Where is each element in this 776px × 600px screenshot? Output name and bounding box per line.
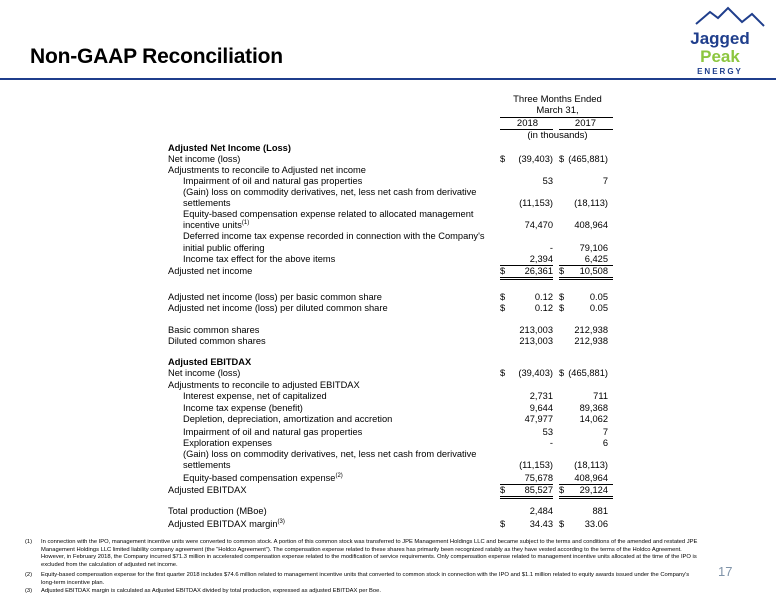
row-label: settlements: [183, 460, 231, 470]
footnote-ref: (2): [335, 473, 343, 479]
units-label: (in thousands): [527, 130, 588, 141]
value-2018: (39,403): [518, 368, 553, 378]
table-row: [0, 325, 776, 336]
dollar-sign-2017: $: [559, 368, 565, 378]
value-2018: 2,394: [529, 254, 553, 264]
period-header-line1: Three Months Ended: [513, 94, 602, 105]
table-row: [0, 143, 776, 154]
dollar-sign-2017: $: [559, 303, 565, 313]
dollar-sign-2018: $: [500, 368, 506, 378]
value-2017: 0.05: [589, 303, 608, 313]
value-2018: -: [549, 438, 553, 448]
row-label: Income tax effect for the above items: [183, 254, 336, 264]
dollar-sign-2018: $: [500, 303, 506, 313]
logo-line3: ENERGY: [697, 67, 743, 76]
total-double-rule: [500, 279, 553, 280]
row-label: Impairment of oil and natural gas properties: [183, 427, 363, 437]
table-row: [0, 266, 776, 277]
value-2017: 212,938: [574, 336, 608, 346]
value-2018: 75,678: [524, 473, 553, 483]
table-row: [0, 209, 776, 220]
page-title: Non-GAAP Reconciliation: [30, 45, 283, 68]
value-2018: -: [549, 243, 553, 253]
table-row: [0, 176, 776, 187]
table-row: [0, 427, 776, 438]
row-label: Adjusted Net Income (Loss): [168, 143, 291, 153]
row-label: Exploration expenses: [183, 438, 272, 448]
value-2018: 0.12: [534, 303, 553, 313]
value-2017: 89,368: [579, 403, 608, 413]
row-label: Adjusted EBITDAX: [168, 357, 252, 367]
value-2018: 213,003: [519, 336, 553, 346]
row-label: initial public offering: [183, 243, 265, 253]
footnote-number: (2): [25, 572, 33, 578]
dollar-sign-2017: $: [559, 154, 565, 164]
total-double-rule: [559, 496, 613, 497]
dollar-sign-2017: $: [559, 519, 565, 529]
value-2018: 47,977: [524, 414, 553, 424]
footnote-text: Equity-based compensation expense for the first quarter 2018 includes $74.6 million related to management incentive units that converted to common stock in connection with the IPO and $1.1 million related to equity awards issued under the Company's long-term incentive plan.: [41, 572, 690, 586]
table-row: [0, 460, 776, 471]
table-row: [0, 220, 776, 231]
value-2017: 212,938: [574, 325, 608, 335]
value-2017: (465,881): [568, 154, 608, 164]
value-2018: 85,527: [524, 485, 553, 495]
value-2017: 14,062: [579, 414, 608, 424]
table-row: [0, 506, 776, 517]
value-2017: 408,964: [574, 220, 608, 230]
table-row: [0, 368, 776, 379]
table-row: [0, 380, 776, 391]
table-row: [0, 198, 776, 209]
total-double-rule: [559, 277, 613, 278]
total-double-rule: [559, 279, 613, 280]
value-2017: (18,113): [574, 198, 608, 208]
value-2018: 34.43: [529, 519, 553, 529]
footnote-number: (1): [25, 539, 33, 545]
row-label: (Gain) loss on commodity derivatives, net, less net cash from derivative: [183, 449, 477, 459]
row-label: Diluted common shares: [168, 336, 266, 346]
title-divider: [0, 78, 776, 80]
value-2018: 26,361: [524, 266, 553, 276]
value-2017: 79,106: [579, 243, 608, 253]
value-2018: 213,003: [519, 325, 553, 335]
row-label: Adjustments to reconcile to Adjusted net income: [168, 165, 366, 175]
value-2017: 711: [593, 391, 608, 401]
col-2017-header: 2017: [574, 118, 597, 129]
jagged-peak-logo: [668, 4, 768, 76]
col-2018-header: 2018: [516, 118, 539, 129]
table-row: [0, 254, 776, 265]
value-2018: 53: [542, 176, 553, 186]
row-label: Interest expense, net of capitalized: [183, 391, 327, 401]
table-row: [0, 243, 776, 254]
row-label: Total production (MBoe): [168, 506, 267, 516]
row-label: Net income (loss): [168, 368, 241, 378]
table-row: [0, 391, 776, 402]
table-row: [0, 473, 776, 484]
dollar-sign-2018: $: [500, 266, 506, 276]
value-2017: 881: [592, 506, 608, 516]
value-2017: 29,124: [579, 485, 608, 495]
row-label: Basic common shares: [168, 325, 260, 335]
table-row: [0, 165, 776, 176]
table-row: [0, 231, 776, 242]
table-row: [0, 154, 776, 165]
row-label: Adjusted net income (loss) per basic common share: [168, 292, 382, 302]
row-label: Depletion, depreciation, amortization and accretion: [183, 414, 393, 424]
table-row: [0, 403, 776, 414]
table-row: [0, 438, 776, 449]
row-label: settlements: [183, 198, 231, 208]
footnote-ref: (1): [241, 220, 250, 226]
page-number: 17: [718, 564, 733, 579]
table-row: [0, 303, 776, 314]
table-row: [0, 414, 776, 425]
value-2017: (18,113): [574, 460, 608, 470]
table-row: [0, 485, 776, 496]
dollar-sign-2017: $: [559, 292, 565, 302]
row-label: Income tax expense (benefit): [183, 403, 303, 413]
value-2017: 0.05: [589, 292, 608, 302]
row-label: (Gain) loss on commodity derivatives, net, less net cash from derivative: [183, 187, 477, 197]
dollar-sign-2017: $: [559, 266, 565, 276]
total-double-rule: [500, 496, 553, 497]
dollar-sign-2018: $: [500, 292, 506, 302]
logo-line1: Jagged: [690, 29, 750, 48]
value-2017: 7: [602, 176, 608, 186]
row-label: Equity-based compensation expense related to allocated management: [183, 209, 474, 219]
row-label: Adjusted EBITDAX: [168, 485, 247, 495]
value-2018: (39,403): [518, 154, 553, 164]
value-2017: (465,881): [568, 368, 608, 378]
value-2017: 6: [602, 438, 608, 448]
row-label: Adjusted net income: [168, 266, 253, 276]
footnote-number: (3): [25, 588, 33, 594]
value-2018: 2,731: [529, 391, 553, 401]
footnote-text: In connection with the IPO, management incentive units were converted to common stock. A portion of this common stock was transferred to JPE Management Holdings LLC and became subject to the terms and conditions of the amended and restated JPE Management Holdings LLC limited liability company agreement (the “Holdco Agreement”). The compensation expense related to these shares has primarily been recognized ratably as they have vested according to the terms of the Holdco Agreement. However, in February 2018, the Company incurred $71.3 million in accelerated compensation expense related to the modification of service requirements. Only compensation expense related to management incentive units allocated at the time of the IPO is excluded from the calculation of adjusted net income.: [41, 539, 698, 568]
value-2017: 10,508: [579, 266, 608, 276]
row-label: Adjusted EBITDAX margin$^{(3)}$: [168, 519, 285, 529]
row-label: Net income (loss): [168, 154, 241, 164]
value-2017: 7: [602, 427, 608, 437]
row-label: Impairment of oil and natural gas properties: [183, 176, 363, 186]
table-row: [0, 357, 776, 368]
table-row: [0, 187, 776, 198]
value-2017: 33.06: [584, 519, 608, 529]
row-label: Equity-based compensation expense$^{(2)}$: [183, 473, 343, 483]
period-header-line2: March 31,: [536, 105, 579, 116]
value-2017: 408,964: [574, 473, 608, 483]
dollar-sign-2018: $: [500, 485, 506, 495]
value-2018: (11,153): [519, 460, 553, 470]
table-row: [0, 449, 776, 460]
value-2018: 9,644: [529, 403, 553, 413]
value-2018: 0.12: [534, 292, 553, 302]
value-2018: (11,153): [519, 198, 553, 208]
value-2018: 74,470: [524, 220, 553, 230]
dollar-sign-2018: $: [500, 154, 506, 164]
dollar-sign-2017: $: [559, 485, 565, 495]
row-label: Adjusted net income (loss) per diluted common share: [168, 303, 388, 313]
row-label: incentive units$^{(1)}$: [183, 220, 250, 230]
value-2018: 53: [542, 427, 553, 437]
footnote-text: Adjusted EBITDAX margin is calculated as Adjusted EBITDAX divided by total production, expressed as adjusted EBITDAX per Boe.: [41, 588, 381, 594]
value-2018: 2,484: [529, 506, 553, 516]
dollar-sign-2018: $: [500, 519, 506, 529]
table-row: [0, 519, 776, 530]
table-row: [0, 336, 776, 347]
row-label: Deferred income tax expense recorded in connection with the Company's: [183, 231, 485, 241]
table-row: [0, 292, 776, 303]
logo-line2: Peak: [700, 47, 740, 66]
total-double-rule: [500, 498, 553, 499]
row-label: Adjustments to reconcile to adjusted EBITDAX: [168, 380, 360, 390]
footnote-ref: (3): [277, 519, 285, 525]
total-double-rule: [559, 498, 613, 499]
value-2017: 6,425: [584, 254, 608, 264]
total-double-rule: [500, 277, 553, 278]
